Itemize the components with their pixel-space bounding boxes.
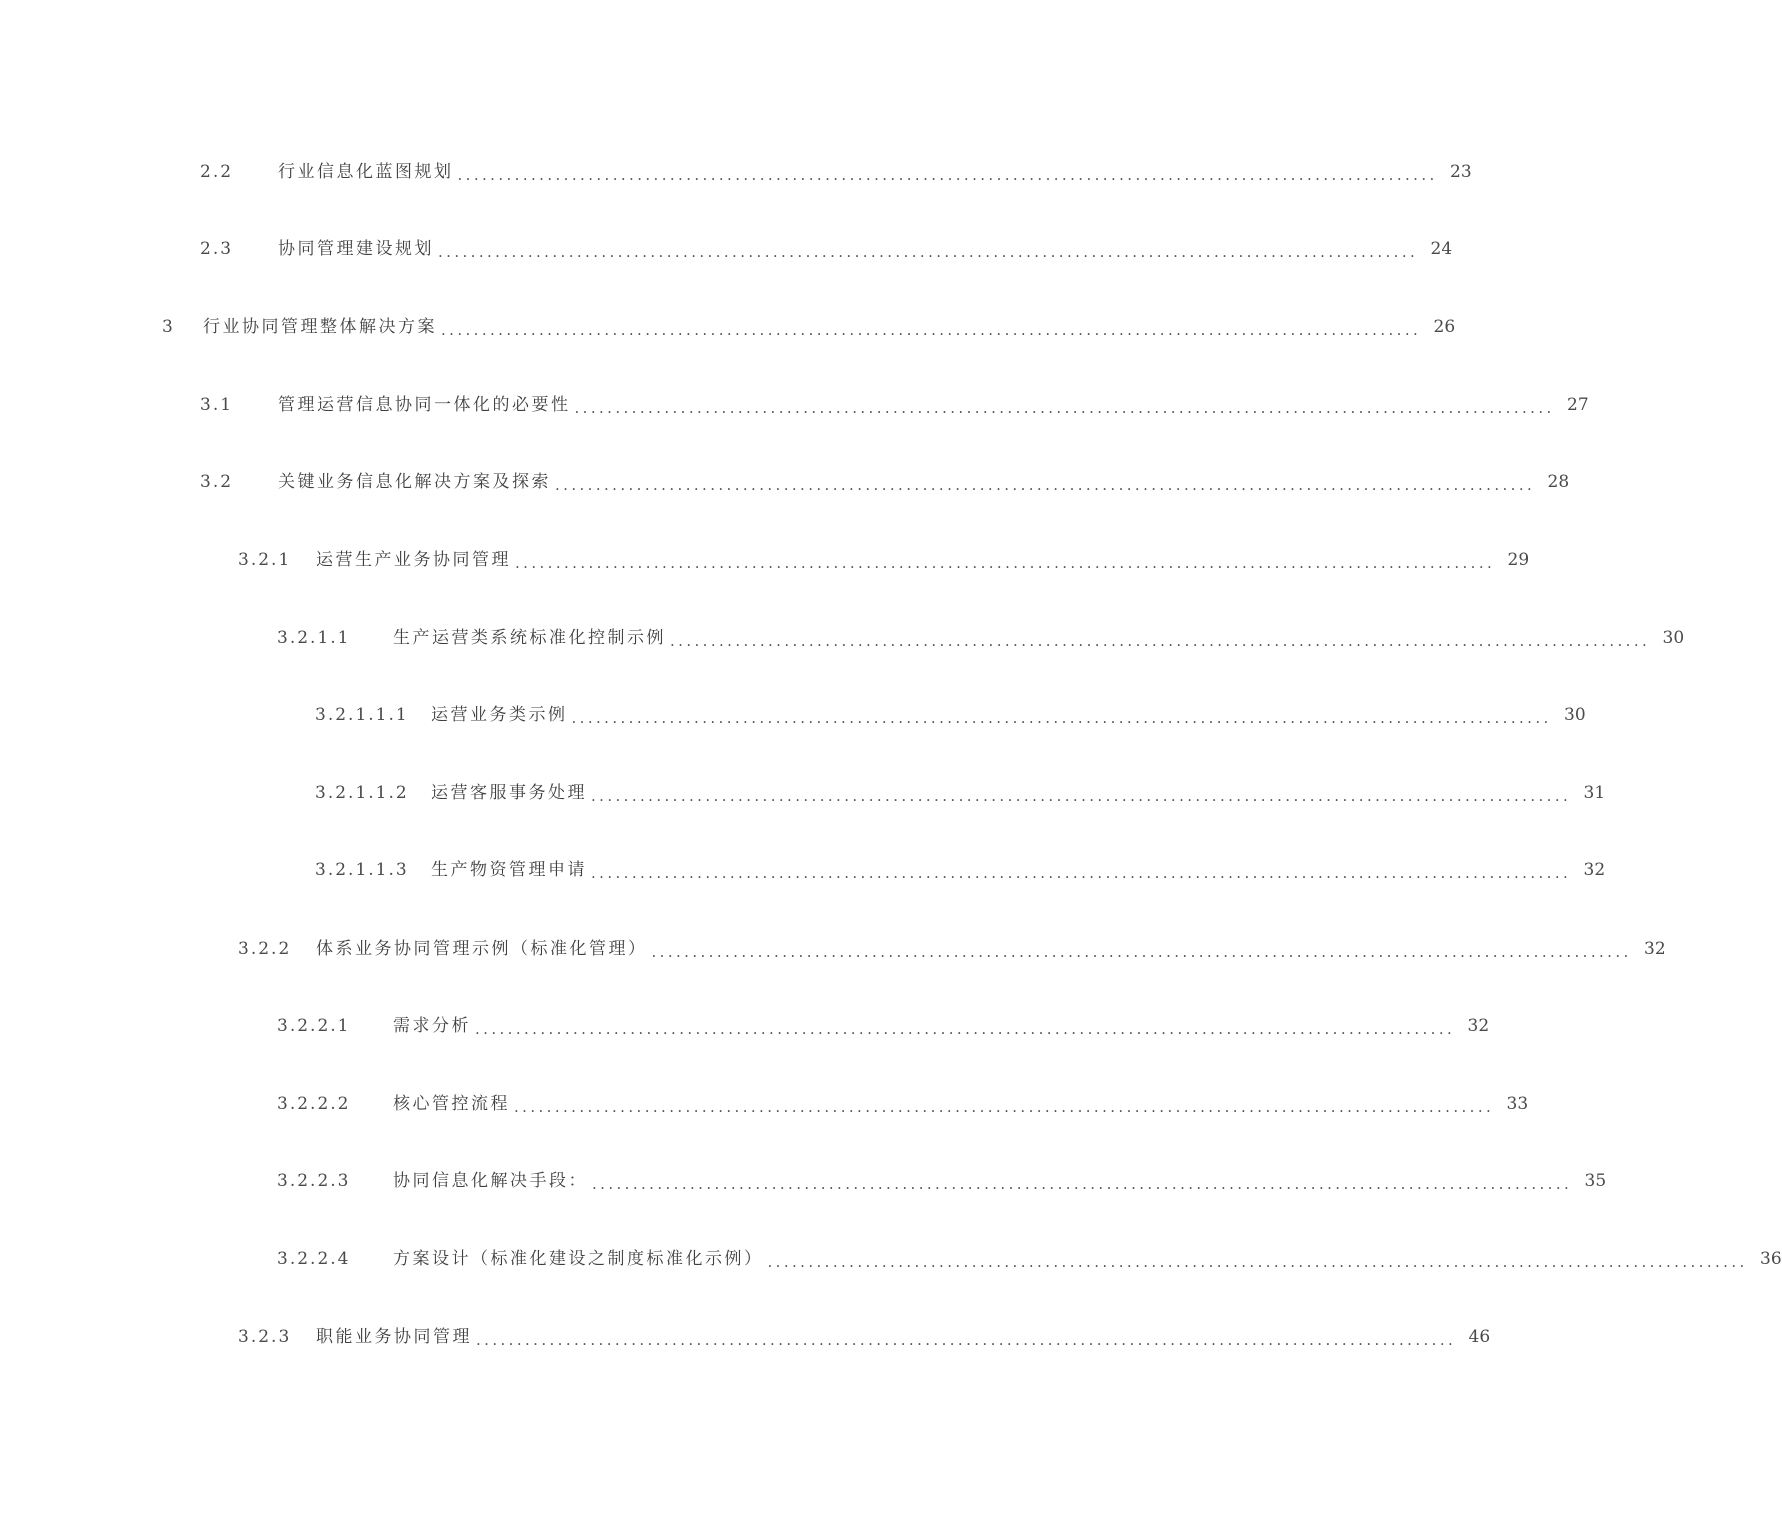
toc-entry[interactable]: [200, 389, 1589, 421]
toc-dot-leader: ........................................................................................................................: [515, 554, 1496, 572]
toc-entry[interactable]: [200, 156, 1472, 188]
toc-entry-number: 3.2: [200, 472, 234, 492]
toc-page-number: 32: [1644, 939, 1666, 959]
toc-page-number: 32: [1467, 1016, 1490, 1036]
toc-entry-title: 行业协同管理整体解决方案: [203, 317, 437, 337]
toc-entry-number: 3.2.1.1: [277, 628, 351, 648]
toc-dot-leader: ........................................................................................................................: [651, 943, 1632, 961]
toc-dot-leader: ........................................................................................................................: [475, 1020, 1456, 1038]
toc-entry-number: 3.2.2.1: [277, 1016, 351, 1036]
toc-entry-title: 管理运营信息协同一体化的必要性: [278, 395, 571, 415]
toc-dot-leader: ........................................................................................................................: [574, 399, 1555, 417]
toc-entry[interactable]: [200, 466, 1570, 498]
toc-entry[interactable]: [315, 777, 1606, 809]
toc-entry-title: 生产物资管理申请: [431, 860, 587, 880]
toc-entry-title: 体系业务协同管理示例（标准化管理）: [316, 939, 648, 959]
toc-dot-leader: ........................................................................................................................: [514, 1098, 1495, 1116]
toc-page-number: 24: [1430, 239, 1453, 259]
toc-dot-leader: ........................................................................................................................: [591, 787, 1572, 805]
toc-page-number: 28: [1547, 472, 1570, 492]
toc-entry-number: 3.2.1.1.3: [315, 860, 409, 880]
toc-entry-number: 3.2.1.1.2: [315, 783, 409, 803]
toc-page-number: 32: [1583, 860, 1606, 880]
toc-dot-leader: ........................................................................................................................: [670, 632, 1651, 650]
toc-page-number: 31: [1583, 783, 1606, 803]
toc-dot-leader: ........................................................................................................................: [438, 243, 1419, 261]
toc-entry-number: 3.2.1.1.1: [315, 705, 409, 725]
toc-entry-title: 运营生产业务协同管理: [316, 550, 511, 570]
toc-entry[interactable]: [238, 544, 1530, 576]
toc-entry[interactable]: [162, 311, 1456, 343]
toc-entry-title: 需求分析: [393, 1016, 471, 1036]
toc-entry-title: 职能业务协同管理: [316, 1327, 472, 1347]
toc-page-number: 26: [1433, 317, 1456, 337]
toc-entry[interactable]: [277, 1010, 1490, 1042]
toc-entry-number: 3.2.2: [238, 939, 292, 959]
toc-entry-number: 3.2.3: [238, 1327, 292, 1347]
toc-entry[interactable]: [238, 1321, 1491, 1353]
toc-entry-number: 3.2.1: [238, 550, 292, 570]
toc-entry-number: 2.3: [200, 239, 234, 259]
toc-page-number: 27: [1567, 395, 1589, 415]
toc-page-number: 30: [1662, 628, 1685, 648]
toc-entry-title: 运营客服事务处理: [431, 783, 587, 803]
toc-entry[interactable]: [277, 1243, 1782, 1275]
toc-entry-title: 核心管控流程: [393, 1094, 510, 1114]
toc-entry-title: 协同信息化解决手段：: [393, 1171, 588, 1191]
toc-dot-leader: ........................................................................................................................: [441, 321, 1422, 339]
toc-dot-leader: ........................................................................................................................: [476, 1331, 1457, 1349]
toc-dot-leader: ........................................................................................................................: [591, 864, 1572, 882]
toc-page-number: 36: [1760, 1249, 1782, 1269]
toc-entry-title: 方案设计（标准化建设之制度标准化示例）: [393, 1249, 764, 1269]
toc-entry-title: 生产运营类系统标准化控制示例: [393, 628, 666, 648]
toc-entry-title: 运营业务类示例: [431, 705, 568, 725]
toc-entry-number: 3.1: [200, 395, 234, 415]
toc-entry[interactable]: [315, 699, 1586, 731]
toc-dot-leader: ........................................................................................................................: [767, 1253, 1748, 1271]
toc-entry[interactable]: [277, 1165, 1607, 1197]
toc-page-number: 33: [1506, 1094, 1529, 1114]
toc-dot-leader: ........................................................................................................................: [457, 166, 1438, 184]
toc-entry[interactable]: [238, 933, 1666, 965]
toc-page-number: 29: [1507, 550, 1530, 570]
toc-entry-number: 2.2: [200, 162, 234, 182]
toc-entry[interactable]: [200, 233, 1453, 265]
toc-page-number: 30: [1564, 705, 1586, 725]
toc-entry-title: 行业信息化蓝图规划: [278, 162, 454, 182]
toc-entry-number: 3: [162, 317, 175, 337]
toc-entry-title: 协同管理建设规划: [278, 239, 434, 259]
toc-entry[interactable]: [315, 854, 1606, 886]
toc-dot-leader: ........................................................................................................................: [592, 1175, 1573, 1193]
toc-page-number: 35: [1584, 1171, 1607, 1191]
toc-page-number: 46: [1468, 1327, 1491, 1347]
toc-dot-leader: ........................................................................................................................: [555, 476, 1536, 494]
toc-page-number: 23: [1450, 162, 1472, 182]
toc-entry-number: 3.2.2.4: [277, 1249, 351, 1269]
toc-entry-title: 关键业务信息化解决方案及探索: [278, 472, 551, 492]
toc-entry[interactable]: [277, 622, 1685, 654]
toc-entry-number: 3.2.2.3: [277, 1171, 351, 1191]
toc-dot-leader: ........................................................................................................................: [571, 709, 1552, 727]
toc-entry-number: 3.2.2.2: [277, 1094, 351, 1114]
toc-entry[interactable]: [277, 1088, 1529, 1120]
